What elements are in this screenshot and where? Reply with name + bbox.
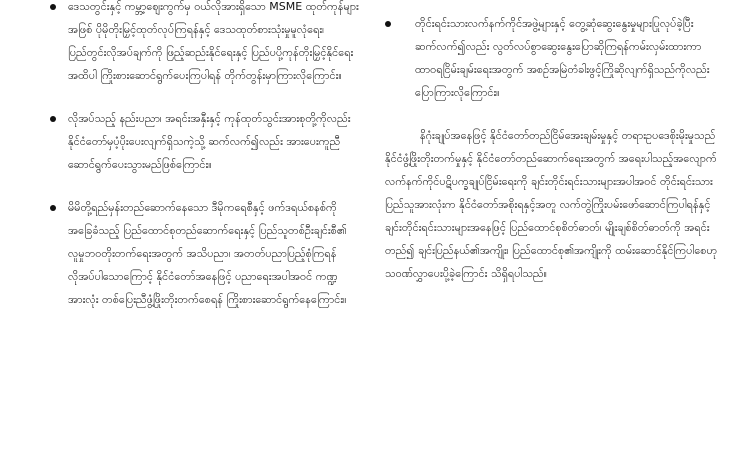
bullet-item — [0, 0, 360, 87]
bullet-item — [0, 107, 360, 176]
bullet-text: တိုင်းရင်းသားလက်နက်ကိုင်အဖွဲ့များနှင့် တွေ့ဆုံဆွေးနွေးမှုများပြုလုပ်ခဲ့ပြီး ဆက်လက်၍လည်း လွတ်လပ်စွာဆွေးနွေးပြောဆိုကြရန်ကမ်းလှမ်းထားကာ ထာဝရငြိမ်းချမ်းရေးအတွက် အစဉ်အမြဲတံခါးဖွင့်ကြိုဆိုလျက်ရှိသည်ကိုလည်း ပြောကြားလိုကြောင်း။ — [415, 17, 710, 99]
bullet-icon — [385, 21, 391, 27]
bullet-text: လိုအပ်သည့် နည်းပညာ၊ အရင်းအနှီးနှင့် ကုန်ထုတ်သွင်းအားစုတို့ကိုလည်း နိုင်ငံတော်မှပံ့ပိုးပေးလျက်ရှိသကဲ့သို့ ဆက်လက်၍လည်း အားပေးကူညီဆောင်ရွက်ပေးသွားမည်ဖြစ်ကြောင်း။ — [68, 112, 351, 171]
left-column — [0, 0, 360, 311]
right-column — [385, 0, 730, 285]
bullet-text: ဒေသတွင်းနှင့် ကမ္ဘာ့ဈေးကွက်မှ ဝယ်လိုအားရှိသော MSME ထုတ်ကုန်များအဖြစ် ပိုမိုတိုးမြှင့်ထုတ်လုပ်ကြရန်နှင့် ဒေသထုတ်စားသုံးမှုမူလုံရေး၊ ပြည်တွင်းလိုအပ်ချက်ကို ဖြည့်ဆည်းနိုင်ရေးနှင့် ပြည်ပပို့ကုန်တိုးမြှင့်နိုင်ရေးအထိပါ ကြိုးစားဆောင်ရွက်ပေးကြပါရန် တိုက်တွန်းမှာကြားလိုကြောင်း။ — [68, 0, 359, 82]
bullet-item — [385, 12, 730, 104]
bullet-item — [0, 196, 360, 311]
bullet-icon — [50, 116, 56, 122]
bullet-text: မိမိတို့ရည်မှန်းတည်ဆောက်နေသော ဒီမိုကရေစီနှင့် ဖက်ဒရယ်စနစ်ကိုအခြေခံသည့် ပြည်ထောင်စုတည်ဆောက်ရေးနှင့် ပြည်သူတစ်ဦးချင်းစီ၏ လူမှုဘဝတိုးတက်ရေးအတွက် အသိပညာ၊ အတတ်ပညာပြည့်စုံကြရန် လိုအပ်ပါသောကြောင့် နိုင်ငံတော်အနေဖြင့် ပညာရေးအပါအဝင် ကဏ္ဍအားလုံး တစ်ပြေးညီဖွံ့ဖြိုးတိုးတက်စေရန် ကြိုးစားဆောင်ရွက်နေကြောင်း။ — [68, 201, 347, 306]
bullet-icon — [50, 4, 56, 10]
bullet-icon — [50, 205, 56, 211]
closing-paragraph: နိဂုံးချုပ်အနေဖြင့် နိုင်ငံတော်တည်ငြိမ်အေးချမ်းမှုနှင့် တရားဥပဒေစိုးမိုးမှုသည် နိုင်ငံဖွံ့ဖြိုးတိုးတက်မှုနှင့် နိုင်ငံတော်တည်ဆောက်ရေးအတွက် အရေးပါသည့်အလျောက် လက်နက်ကိုင်ပဋိပက္ခချုပ်ငြိမ်းရေးကို ချင်းတိုင်းရင်းသားများအပါအဝင် တိုင်းရင်းသားပြည်သူအားလုံးက နိုင်ငံတော်အစိုးရနှင့်အတူ လက်တွဲကြိုးပမ်းဖော်ဆောင်ကြပါရန်နှင့် ချင်းတိုင်းရင်းသားများအနေဖြင့် ပြည်ထောင်စုစိတ်ဓာတ်၊ မျိုးချစ်စိတ်ဓာတ်ကို အရင်းတည်၍ ချင်းပြည်နယ်၏အကျိုး၊ ပြည်ထောင်စု၏အကျိုးကို ထမ်းဆောင်နိုင်ကြပါစေဟု သဝဏ်လွှာပေးပို့ခဲ့ကြောင်း သိရှိရပါသည်။ — [385, 129, 718, 280]
